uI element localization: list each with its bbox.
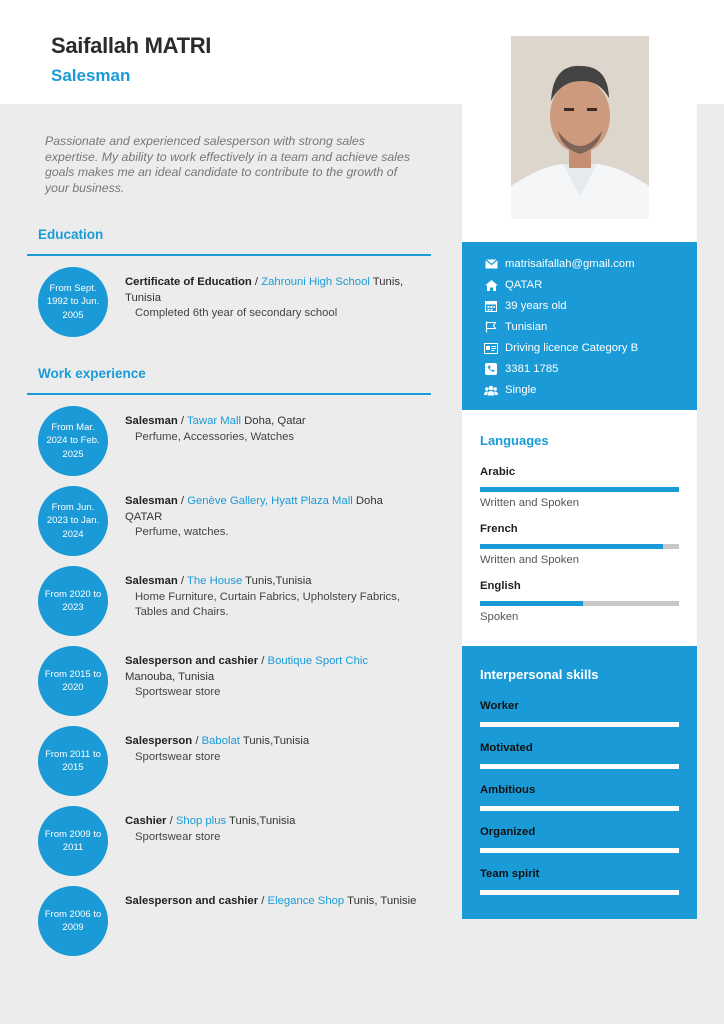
skill-bar (480, 890, 679, 895)
language-name: Arabic (480, 466, 516, 478)
entry-place: Zahrouni High School (261, 276, 370, 288)
skill-name: Motivated (480, 742, 533, 754)
experience-heading: Work experience (38, 366, 146, 381)
skill-bar (480, 764, 679, 769)
experience-entry: Cashier / Shop plus Tunis,Tunisia Sportswear store (125, 814, 420, 845)
entry-role: Salesperson and cashier (125, 655, 259, 667)
contact-marital-status (484, 383, 536, 397)
contact-text: matrisaifallah@gmail.com (505, 258, 635, 270)
entry-place: Tawar Mall (186, 415, 241, 427)
language-level: Written and Spoken (480, 554, 580, 566)
contact-text: 3381 1785 (505, 363, 559, 375)
entry-location: Tunis, Tunisia (125, 276, 404, 304)
entry-place: Elegance Shop (267, 895, 345, 907)
entry-location: Tunis,Tunisia (242, 575, 312, 587)
contact-text: 39 years old (505, 300, 567, 312)
skills-panel (462, 646, 697, 919)
skill-bar (480, 848, 679, 853)
skill-bar (480, 722, 679, 727)
experience-date: From Jun. 2023 to Jan. 2024 (38, 486, 108, 556)
experience-date: From 2009 to 2011 (38, 806, 108, 876)
language-bar-fill (480, 544, 663, 549)
experience-entry: Salesman / Genève Gallery, Hyatt Plaza Mall Doha QATAR Perfume, watches. (125, 494, 420, 541)
entry-place: Shop plus (175, 815, 227, 827)
language-bar-fill (480, 487, 679, 492)
contact-text: QATAR (505, 279, 543, 291)
contact-panel (462, 242, 697, 410)
entry-place: The House (186, 575, 243, 587)
calendar-icon (484, 299, 498, 313)
language-name: English (480, 580, 521, 592)
contact-email[interactable] (484, 257, 635, 271)
experience-entry: Salesperson and cashier / Boutique Sport Chic Manouba, Tunisia Sportswear store (125, 654, 420, 701)
entry-description: Home Furniture, Curtain Fabrics, Upholstery Fabrics, Tables and Chairs. (135, 590, 400, 618)
contact-age (484, 299, 567, 313)
experience-date: From 2015 to 2020 (38, 646, 108, 716)
education-heading: Education (38, 227, 104, 242)
skill-bar (480, 806, 679, 811)
languages-heading: Languages (480, 433, 549, 448)
experience-divider (27, 393, 431, 395)
languages-panel (462, 410, 697, 646)
skill-name: Team spirit (480, 868, 540, 880)
entry-description: Perfume, watches. (135, 526, 229, 538)
skill-name: Worker (480, 700, 519, 712)
envelope-icon (484, 257, 498, 271)
id-card-icon (484, 341, 498, 355)
entry-place: Babolat (201, 735, 240, 747)
users-icon (484, 383, 498, 397)
language-bar (480, 544, 679, 549)
language-level: Written and Spoken (480, 497, 580, 509)
experience-entry: Salesman / Tawar Mall Doha, Qatar Perfume, Accessories, Watches (125, 414, 420, 445)
contact-nationality (484, 320, 547, 334)
contact-licence (484, 341, 638, 355)
education-date: From Sept. 1992 to Jun. 2005 (38, 267, 108, 337)
entry-description: Perfume, Accessories, Watches (135, 430, 295, 443)
skill-name: Ambitious (480, 784, 536, 796)
home-icon (484, 278, 498, 292)
entry-role: Salesman (125, 575, 178, 587)
entry-location: Doha QATAR (125, 495, 383, 523)
flag-icon (484, 320, 498, 334)
job-title: Salesman (51, 66, 131, 85)
contact-text: Driving licence Category B (505, 342, 639, 354)
experience-date: From Mar. 2024 to Feb. 2025 (38, 406, 108, 476)
candidate-name: Saifallah MATRI (51, 33, 212, 58)
experience-entry: Salesperson / Babolat Tunis,Tunisia Sportswear store (125, 734, 420, 765)
contact-location (484, 278, 542, 292)
language-name: French (480, 523, 518, 535)
experience-date: From 2020 to 2023 (38, 566, 108, 636)
entry-location: Tunis,Tunisia (226, 815, 296, 827)
entry-role: Certificate of Education (125, 276, 252, 288)
entry-location: Tunis,Tunisia (239, 735, 310, 747)
entry-role: Salesman (125, 495, 178, 507)
entry-description: Sportswear store (135, 830, 221, 843)
entry-role: Salesperson and cashier (125, 895, 259, 907)
contact-phone[interactable] (484, 362, 558, 376)
professional-summary: Passionate and experienced salesperson with strong sales expertise. My ability to work effectively in a team and achieve sales goals makes me an ideal candidate to contribute to the growth of your business. (45, 134, 410, 195)
contact-text: Single (505, 384, 537, 396)
entry-role: Salesperson (125, 735, 193, 747)
entry-place: Genève Gallery, Hyatt Plaza Mall (187, 495, 353, 507)
entry-description: Sportswear store (135, 750, 221, 763)
language-bar (480, 601, 679, 606)
entry-location: Manouba, Tunisia (125, 670, 215, 683)
entry-description: Sportswear store (135, 686, 221, 698)
language-level: Spoken (480, 611, 519, 623)
portrait-image (511, 36, 649, 219)
profile-photo (511, 36, 649, 219)
contact-text: Tunisian (505, 321, 548, 333)
entry-description: Completed 6th year of secondary school (135, 307, 338, 319)
entry-role: Salesman (125, 415, 178, 427)
entry-role: Cashier (125, 815, 167, 827)
education-entry: Certificate of Education / Zahrouni High School Tunis, Tunisia Completed 6th year of secondary school (125, 275, 420, 322)
skills-heading: Interpersonal skills (480, 667, 599, 682)
experience-date: From 2006 to 2009 (38, 886, 108, 956)
language-bar (480, 487, 679, 492)
entry-place: Boutique Sport Chic (267, 655, 369, 667)
experience-entry: Salesman / The House Tunis,Tunisia Home Furniture, Curtain Fabrics, Upholstery Fabrics, Tables and Chairs. (125, 574, 420, 621)
entry-location: Doha, Qatar (240, 415, 306, 427)
experience-entry: Salesperson and cashier / Elegance Shop Tunis, Tunisie (125, 895, 417, 907)
entry-location: Tunis, Tunisie (344, 895, 417, 907)
skill-name: Organized (480, 826, 536, 838)
phone-icon (484, 362, 498, 376)
education-divider (27, 254, 431, 256)
experience-date: From 2011 to 2015 (38, 726, 108, 796)
language-bar-fill (480, 601, 583, 606)
